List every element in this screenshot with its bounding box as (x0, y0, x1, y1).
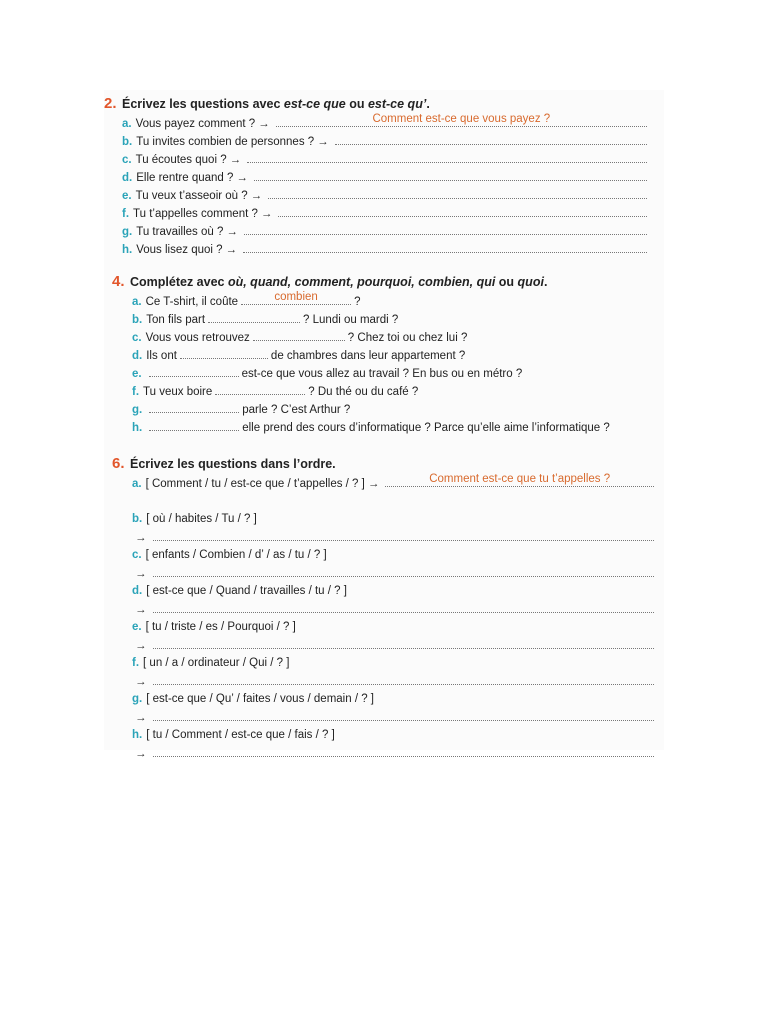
item-letter: f. (122, 208, 130, 220)
item-letter: g. (122, 226, 133, 238)
question-row (122, 150, 650, 168)
reorder-row (132, 690, 657, 708)
arrow-icon: → (135, 640, 147, 652)
answer-field[interactable] (335, 132, 647, 145)
title-part: quoi (517, 275, 544, 289)
blank-field[interactable] (241, 292, 351, 305)
word-list: [ tu / triste / es / Pourquoi / ? ] (145, 621, 296, 633)
question-text: Tu invites combien de personnes ? (136, 136, 315, 148)
reorder-row (132, 618, 657, 636)
question-text: Tu écoutes quoi ? (135, 154, 227, 166)
sentence-end: ? Du thé ou du café ? (308, 386, 419, 398)
exercise-number: 4. (112, 273, 125, 290)
word-list: [ où / habites / Tu / ? ] (146, 513, 257, 525)
title-part: Écrivez les questions avec (122, 97, 284, 111)
item-letter: b. (122, 136, 133, 148)
word-list: [ un / a / ordinateur / Qui / ? ] (143, 657, 290, 669)
answer-field[interactable] (247, 150, 647, 163)
question-text: Vous lisez quoi ? (136, 244, 223, 256)
reorder-row (132, 726, 657, 744)
fill-in-row (132, 292, 657, 310)
fill-in-row (132, 400, 657, 418)
reorder-row (132, 654, 657, 672)
sentence-end: ? (354, 296, 361, 308)
reorder-row (132, 582, 657, 600)
arrow-icon: → (250, 190, 263, 202)
sentence-end: de chambres dans leur appartement ? (270, 350, 466, 362)
sentence-end: parle ? C’est Arthur ? (242, 404, 351, 416)
question-row (122, 168, 650, 186)
sentence-start: Tu veux boire (143, 386, 213, 398)
answer-row (132, 564, 657, 582)
arrow-icon: → (135, 604, 147, 616)
item-letter: c. (132, 332, 142, 344)
answer-field[interactable] (153, 600, 655, 613)
fill-in-row (132, 418, 657, 436)
sentence-start: Vous vous retrouvez (145, 332, 250, 344)
question-text: Vous payez comment ? (135, 118, 256, 130)
item-letter: g. (132, 693, 143, 705)
answer-field[interactable] (153, 564, 655, 577)
reorder-row (132, 474, 657, 492)
exercise-4 (104, 274, 664, 290)
arrow-icon: → (135, 676, 147, 688)
question-row (122, 114, 650, 132)
arrow-icon: → (317, 136, 329, 148)
blank-field[interactable] (149, 418, 239, 431)
item-letter: d. (132, 350, 143, 362)
arrow-icon: → (225, 244, 238, 256)
answer-field[interactable] (153, 708, 655, 721)
answer-field[interactable] (244, 222, 647, 235)
arrow-icon: → (367, 478, 380, 490)
answer-row (132, 708, 657, 726)
reorder-row (132, 546, 657, 564)
title-part: . (426, 97, 430, 111)
exercise-4-title (104, 274, 664, 290)
arrow-icon: → (135, 712, 147, 724)
answer-field[interactable] (153, 744, 655, 757)
arrow-icon: → (260, 208, 273, 220)
item-letter: h. (122, 244, 133, 256)
answer-field[interactable] (278, 204, 647, 217)
sentence-end: ? Chez toi ou chez lui ? (347, 332, 468, 344)
fill-in-row (132, 364, 657, 382)
title-part: est-ce qu’ (367, 97, 427, 111)
sentence-end: ? Lundi ou mardi ? (303, 314, 399, 326)
item-letter: d. (122, 172, 133, 184)
item-letter: b. (132, 513, 143, 525)
answer-field[interactable] (385, 474, 654, 487)
answer-text: Comment est-ce que vous payez ? (372, 113, 551, 125)
answer-field[interactable] (254, 168, 647, 181)
word-list: [ Comment / tu / est-ce que / t’appelles / ? ] (145, 478, 365, 490)
item-letter: h. (132, 422, 143, 434)
item-letter: g. (132, 404, 143, 416)
answer-field[interactable] (243, 240, 647, 253)
answer-row (132, 636, 657, 654)
title-part: Écrivez les questions dans l’ordre. (130, 457, 336, 471)
word-list: [ est-ce que / Qu’ / faites / vous / demain / ? ] (146, 693, 374, 705)
title-part: ou (495, 275, 518, 289)
arrow-icon: → (258, 118, 270, 130)
title-part: Complétez avec (130, 275, 228, 289)
item-letter: h. (132, 729, 143, 741)
item-letter: b. (132, 314, 143, 326)
blank-field[interactable] (208, 310, 300, 323)
arrow-icon: → (135, 532, 147, 544)
answer-field[interactable] (268, 186, 647, 199)
blank-field[interactable] (253, 328, 345, 341)
item-letter: f. (132, 657, 140, 669)
answer-row (132, 528, 657, 546)
word-list: [ est-ce que / Quand / travailles / tu / ? ] (146, 585, 347, 597)
sentence-start: Ils ont (146, 350, 177, 362)
item-letter: e. (132, 621, 142, 633)
answer-field[interactable] (153, 528, 655, 541)
answer-row (132, 744, 657, 762)
item-letter: a. (132, 478, 142, 490)
exercise-2-title (104, 96, 664, 112)
answer-field[interactable] (276, 114, 647, 127)
fill-in-row (132, 310, 657, 328)
arrow-icon: → (226, 226, 238, 238)
question-row (122, 186, 650, 204)
exercise-6 (104, 456, 664, 472)
title-part: ou (345, 97, 368, 111)
fill-in-row (132, 328, 657, 346)
question-row (122, 132, 650, 150)
item-letter: f. (132, 386, 140, 398)
sentence-start: Ton fils part (146, 314, 206, 326)
title-part: . (543, 275, 548, 289)
worksheet (104, 90, 664, 760)
sentence-start: Ce T-shirt, il coûte (145, 296, 239, 308)
answer-field[interactable] (153, 636, 655, 649)
answer-row (132, 600, 657, 618)
answer-text: combien (274, 291, 318, 303)
item-letter: d. (132, 585, 143, 597)
blank-field[interactable] (149, 400, 239, 413)
question-row (122, 222, 650, 240)
item-letter: a. (132, 296, 142, 308)
exercise-number: 2. (104, 95, 117, 112)
question-text: Tu t’appelles comment ? (133, 208, 258, 220)
arrow-icon: → (135, 568, 147, 580)
item-letter: c. (122, 154, 132, 166)
item-letter: a. (122, 118, 132, 130)
question-text: Tu travailles où ? (136, 226, 224, 238)
fill-in-row (132, 346, 657, 364)
item-letter: e. (122, 190, 132, 202)
fill-in-row (132, 382, 657, 400)
answer-text: Comment est-ce que tu t’appelles ? (429, 473, 611, 485)
exercise-2 (104, 96, 664, 112)
title-part: où, quand, comment, pourquoi, combien, qui (227, 275, 496, 289)
arrow-icon: → (236, 172, 248, 184)
answer-row (132, 672, 657, 690)
arrow-icon: → (135, 748, 147, 760)
question-row (122, 240, 650, 258)
title-part: est-ce que (283, 97, 346, 111)
blank-field[interactable] (215, 382, 305, 395)
sentence-end: est-ce que vous allez au travail ? En bus ou en métro ? (241, 368, 523, 380)
word-list: [ enfants / Combien / d’ / as / tu / ? ] (145, 549, 327, 561)
arrow-icon: → (229, 154, 242, 166)
exercise-number: 6. (112, 455, 125, 472)
blank-field[interactable] (149, 364, 239, 377)
exercise-6-title (104, 456, 664, 472)
question-text: Tu veux t’asseoir où ? (135, 190, 248, 202)
blank-field[interactable] (180, 346, 268, 359)
word-list: [ tu / Comment / est-ce que / fais / ? ] (146, 729, 335, 741)
reorder-row (132, 510, 657, 528)
question-text: Elle rentre quand ? (136, 172, 234, 184)
item-letter: c. (132, 549, 142, 561)
sentence-end: elle prend des cours d’informatique ? Parce qu’elle aime l’informatique ? (242, 422, 610, 434)
answer-field[interactable] (153, 672, 655, 685)
question-row (122, 204, 650, 222)
item-letter: e. (132, 368, 142, 380)
